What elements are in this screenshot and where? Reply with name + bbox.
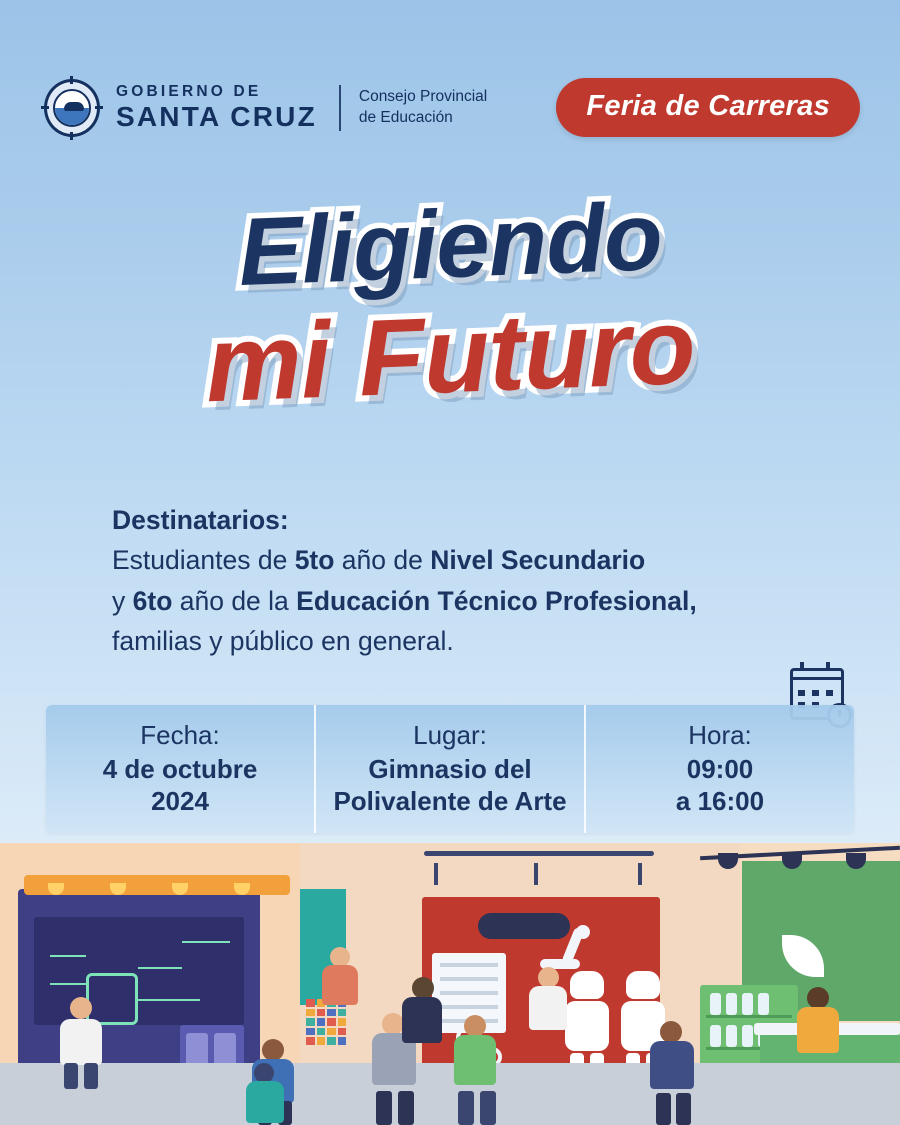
person-figure (318, 947, 362, 1017)
detail-date-value-1: 4 de octubre (102, 754, 258, 785)
audience-text: Estudiantes de (112, 545, 295, 576)
person-figure (240, 1063, 288, 1125)
audience-text: año de (334, 545, 431, 576)
detail-date-value-2: 2024 (151, 786, 209, 816)
council-line-1: Consejo Provincial (358, 87, 488, 105)
audience-block (112, 500, 697, 661)
poster-header (44, 78, 860, 137)
audience-line-2 (112, 581, 697, 621)
gov-line-2: SANTA CRUZ (116, 101, 317, 133)
event-badge: Feria de Carreras (556, 78, 860, 137)
audience-line-1 (112, 540, 697, 580)
person-figure (448, 1015, 502, 1125)
title-line-1: Eligiendo (236, 182, 664, 307)
audience-text: año de la (172, 585, 297, 616)
person-figure (398, 977, 446, 1063)
person-figure (792, 987, 844, 1067)
detail-time-value-2: a 16:00 (675, 786, 765, 816)
audience-emph: Nivel Secundario (430, 545, 646, 576)
detail-date-label: Fecha: (140, 720, 220, 751)
audience-emph: 6to (132, 585, 173, 616)
detail-time (584, 705, 854, 833)
council-line-2: de Educación (358, 108, 453, 126)
poster-title (0, 182, 900, 425)
detail-time-value-1: 09:00 (686, 754, 754, 785)
gov-line-1: GOBIERNO DE (116, 82, 262, 100)
detail-place (314, 705, 584, 833)
audience-heading: Destinatarios: (112, 505, 289, 535)
detail-place-value-2: Polivalente de Arte (333, 786, 567, 816)
person-figure (524, 967, 572, 1039)
audience-text: y (112, 585, 133, 616)
person-figure (54, 997, 108, 1089)
government-branding (44, 79, 487, 137)
detail-date (46, 705, 314, 833)
audience-line-3: familias y público en general. (112, 625, 454, 656)
event-details-bar (46, 705, 854, 833)
santa-cruz-crest-icon (44, 79, 100, 137)
detail-time-label: Hora: (688, 720, 752, 751)
council-name (359, 87, 487, 129)
career-fair-illustration (0, 843, 900, 1125)
audience-emph: 5to (294, 545, 335, 576)
detail-place-label: Lugar: (413, 720, 487, 751)
person-figure (644, 1021, 700, 1125)
title-line-2: mi Futuro (203, 284, 697, 425)
audience-emph: Educación Técnico Profesional, (296, 585, 697, 616)
detail-place-value-1: Gimnasio del (368, 754, 532, 785)
header-divider (339, 85, 341, 131)
